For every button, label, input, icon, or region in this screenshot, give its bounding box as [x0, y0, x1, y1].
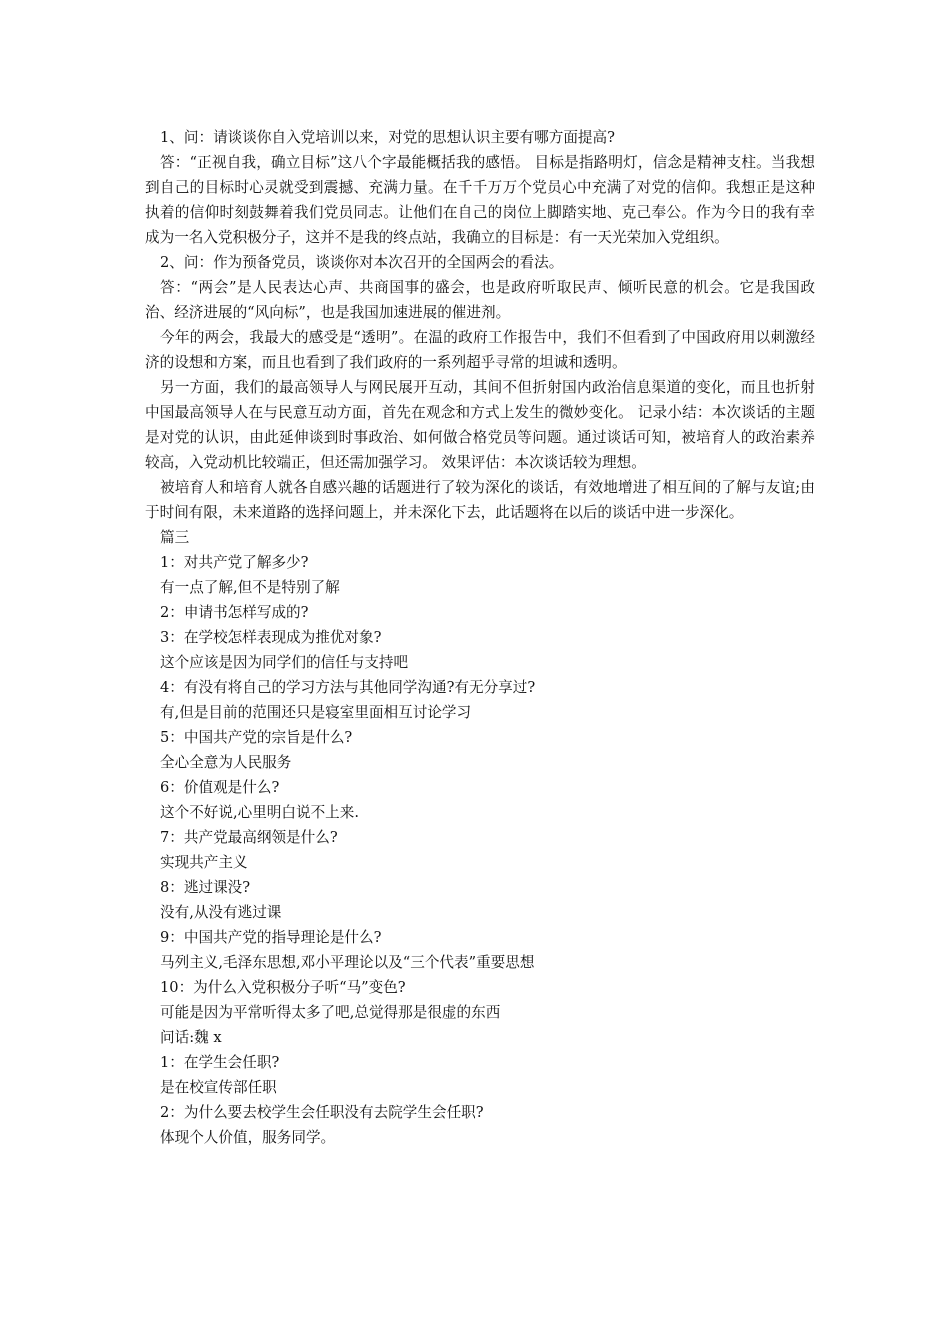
paragraph: 另一方面，我们的最高领导人与网民展开互动，其间不但折射国内政治信息渠道的变化，而且也折射中国最高领导人在与民意互动方面，首先在观念和方式上发生的微妙变化。 记录小结：本次谈话的主题是对党的认识，由此延伸谈到时事政治、如何做合格党员等问题。通过谈话可知，被培育人的政治素养较高，入党动机比较端正，但还需加强学习。 效果评估：本次谈话较为理想。: [145, 379, 815, 471]
question-line: 7：共产党最高纲领是什么?: [160, 829, 338, 846]
question-line: 1：在学生会任职?: [160, 1054, 280, 1071]
answer-line: 这个应该是因为同学们的信任与支持吧: [160, 654, 409, 671]
paragraph: 1、问：请谈谈你自入党培训以来，对党的思想认识主要有哪方面提高?: [160, 129, 615, 146]
answer-line: 马列主义,毛泽东思想,邓小平理论以及“三个代表”重要思想: [160, 954, 535, 971]
paragraph: 答：“两会”是人民表达心声、共商国事的盛会，也是政府听取民声、倾听民意的机会。它是我国政治、经济进展的“风向标”，也是我国加速进展的催进剂。: [145, 279, 815, 321]
paragraph: 被培育人和培育人就各自感兴趣的话题进行了较为深化的谈话，有效地增进了相互间的了解与友谊;由于时间有限，未来道路的选择问题上，并未深化下去，此话题将在以后的谈话中进一步深化。: [145, 479, 815, 521]
answer-line: 有一点了解,但不是特别了解: [160, 579, 340, 596]
answer-line: 这个不好说,心里明白说不上来.: [160, 804, 359, 821]
question-line: 8：逃过课没?: [160, 879, 251, 896]
answer-line: 全心全意为人民服务: [160, 754, 292, 771]
answer-line: 没有,从没有逃过课: [160, 904, 282, 921]
answer-line: 是在校宣传部任职: [160, 1079, 277, 1096]
question-line: 10：为什么入党积极分子听“马”变色?: [160, 979, 406, 996]
section-heading: 篇三: [160, 529, 190, 546]
paragraph: 答：“正视自我，确立目标”这八个字最能概括我的感悟。 目标是指路明灯，信念是精神支柱。当我想到自己的目标时心灵就受到震撼、充满力量。在千千万万个党员心中充满了对党的信仰。我想正是这种执着的信仰时刻鼓舞着我们党员同志。让他们在自己的岗位上脚踏实地、克己奉公。作为今日的我有幸成为一名入党积极分子，这并不是我的终点站，我确立的目标是：有一天光荣加入党组织。: [145, 154, 815, 246]
question-line: 6：价值观是什么?: [160, 779, 280, 796]
question-line: 4：有没有将自己的学习方法与其他同学沟通?有无分享过?: [160, 679, 536, 696]
answer-line: 有,但是目前的范围还只是寝室里面相互讨论学习: [160, 704, 472, 721]
interviewer-line: 问话:魏 x: [160, 1029, 222, 1046]
paragraph: 2、问：作为预备党员，谈谈你对本次召开的全国两会的看法。: [160, 254, 564, 271]
question-line: 5：中国共产党的宗旨是什么?: [160, 729, 353, 746]
answer-line: 实现共产主义: [160, 854, 248, 871]
question-line: 3：在学校怎样表现成为推优对象?: [160, 629, 382, 646]
question-line: 9：中国共产党的指导理论是什么?: [160, 929, 382, 946]
paragraph: 今年的两会，我最大的感受是“透明”。在温的政府工作报告中，我们不但看到了中国政府用以刺激经济的设想和方案，而且也看到了我们政府的一系列超乎寻常的坦诚和透明。: [145, 329, 815, 371]
document-body: [145, 125, 815, 1150]
question-line: 2：为什么要去校学生会任职没有去院学生会任职?: [160, 1104, 484, 1121]
answer-line: 体现个人价值，服务同学。: [160, 1129, 336, 1146]
answer-line: 可能是因为平常听得太多了吧,总觉得那是很虚的东西: [160, 1004, 501, 1021]
question-line: 1：对共产党了解多少?: [160, 554, 309, 571]
question-line: 2：申请书怎样写成的?: [160, 604, 309, 621]
